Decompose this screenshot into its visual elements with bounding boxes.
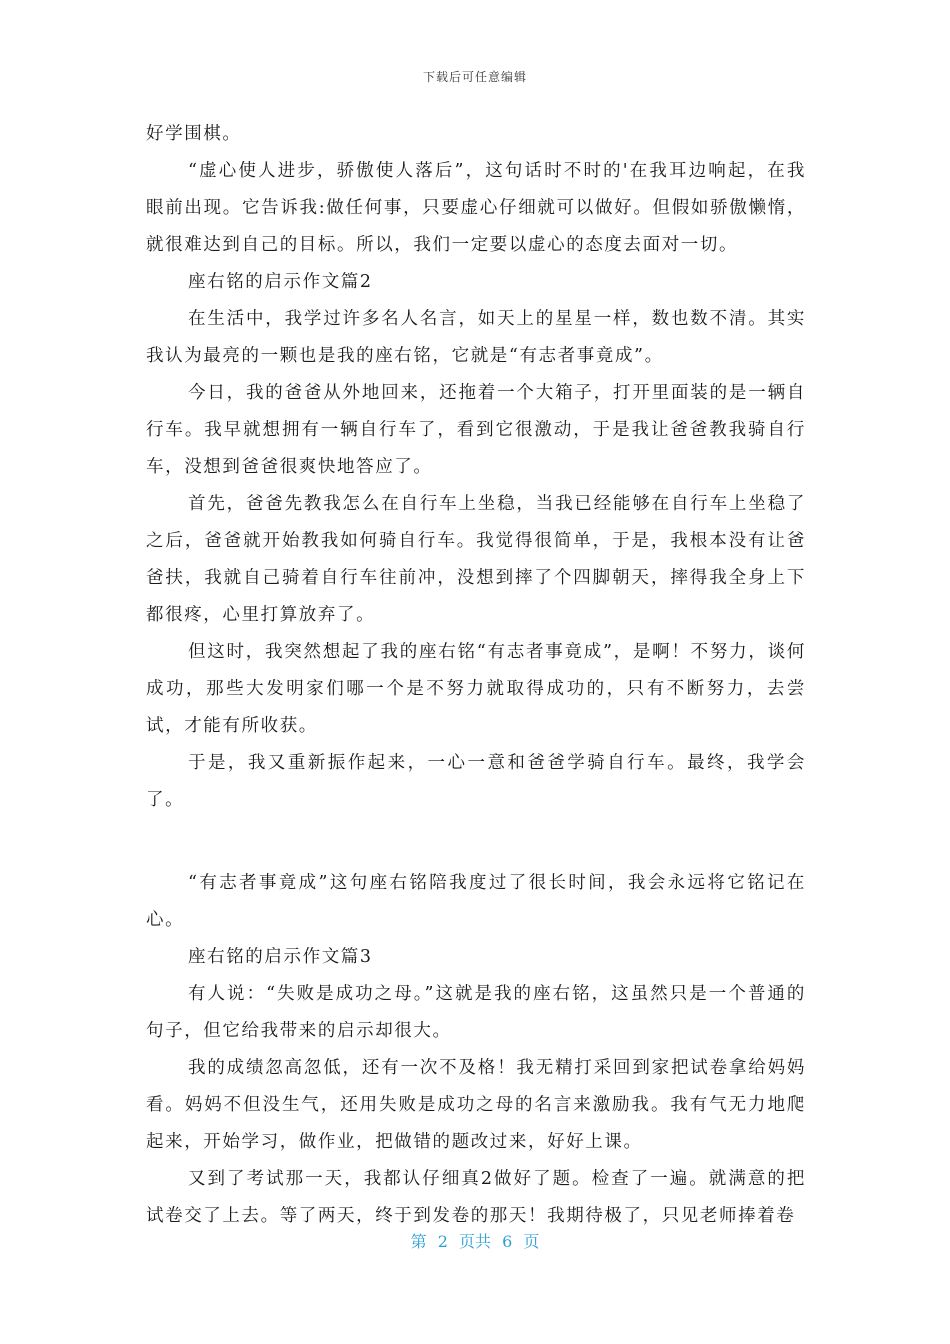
paragraph: “虚心使人进步，骄傲使人落后”，这句话时不时的'在我耳边响起，在我眼前出现。它告诉我:做任何事，只要虚心仔细就可以做好。但假如骄傲懒惰，就很难达到自己的目标。所以，我们一定要以虚心的态度去面对一切。 [146,161,806,255]
paragraph: 于是，我又重新振作起来，一心一意和爸爸学骑自行车。最终，我学会了。 [146,753,806,810]
paragraph: 我的成绩忽高忽低，还有一次不及格！我无精打采回到家把试卷拿给妈妈看。妈妈不但没生气，还用失败是成功之母的名言来激励我。我有气无力地爬起来，开始学习，做作业，把做错的题改过来，好好上课。 [146,1058,806,1152]
paragraph: 又到了考试那一天，我都认仔细真2做好了题。检查了一遍。就满意的把试卷交了上去。等了两天，终于到发卷的那天！我期待极了，只见老师捧着卷 [146,1169,806,1226]
paragraph: 有人说：“失败是成功之母。”这就是我的座右铭，这虽然只是一个普通的句子，但它给我带来的启示却很大。 [146,984,806,1041]
paragraph: “有志者事竟成”这句座右铭陪我度过了很长时间，我会永远将它铭记在心。 [146,873,806,930]
paragraph-gap [146,819,806,865]
page-header-note: 下载后可任意编辑 [422,70,527,84]
paragraph: 今日，我的爸爸从外地回来，还拖着一个大箱子，打开里面装的是一辆自行车。我早就想拥有一辆自行车了，看到它很激动，于是我让爸爸教我骑自行车，没想到爸爸很爽快地答应了。 [146,383,806,477]
paragraph: 好学围棋。 [146,124,242,144]
paragraph: 在生活中，我学过许多名人名言，如天上的星星一样，数也数不清。其实我认为最亮的一颗也是我的座右铭，它就是“有志者事竟成”。 [146,309,806,366]
section-heading: 座右铭的启示作文篇3 [188,947,373,967]
page-number-footer: 第 2 页共 6 页 [410,1232,540,1251]
paragraph: 首先，爸爸先教我怎么在自行车上坐稳，当我已经能够在自行车上坐稳了之后，爸爸就开始教我如何骑自行车。我觉得很简单，于是，我根本没有让爸爸扶，我就自己骑着自行车往前冲，没想到摔了个四脚朝天，摔得我全身上下都很疼，心里打算放弃了。 [146,494,806,625]
section-heading: 座右铭的启示作文篇2 [188,272,373,292]
document-body [146,116,806,1235]
paragraph: 但这时，我突然想起了我的座右铭“有志者事竟成”，是啊！不努力，谈何成功，那些大发明家们哪一个是不努力就取得成功的，只有不断努力，去尝试，才能有所收获。 [146,642,806,736]
